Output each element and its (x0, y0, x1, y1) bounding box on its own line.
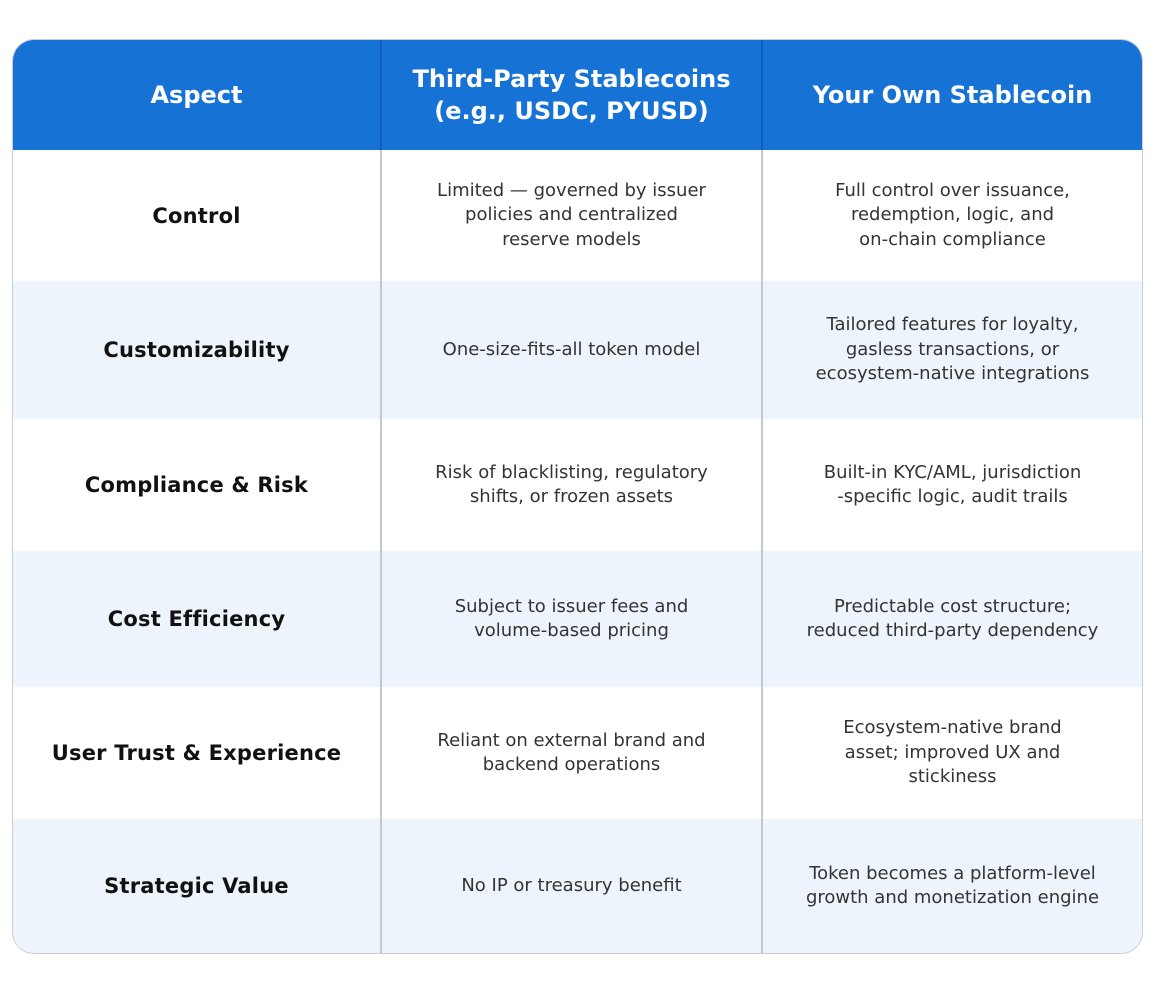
third-party-text-line: Limited — governed by issuer (437, 179, 706, 201)
row-own-stablecoin-cell (763, 419, 1142, 551)
own-stablecoin-text-line: Ecosystem-native brand (843, 717, 1062, 739)
own-stablecoin-text-line: stickiness (908, 766, 997, 788)
own-stablecoin-text-line: -specific logic, audit trails (837, 486, 1068, 507)
row-third-party-cell (382, 819, 763, 953)
own-stablecoin-text-line: Token becomes a platform-level (809, 862, 1096, 884)
own-stablecoin-text-line: Tailored features for loyalty, (826, 314, 1079, 336)
third-party-text-line: One-size-fits-all token model (442, 338, 701, 360)
row-aspect-label: Compliance & Risk (84, 473, 309, 497)
third-party-text-line: backend operations (482, 754, 661, 775)
row-aspect-cell (13, 419, 382, 551)
row-aspect-label: Strategic Value (104, 874, 289, 898)
row-aspect-cell (13, 281, 382, 419)
third-party-text-line: No IP or treasury benefit (461, 874, 682, 896)
third-party-text-line: volume-based pricing (474, 620, 669, 641)
row-own-stablecoin-cell (763, 687, 1142, 819)
row-aspect-cell (13, 819, 382, 953)
own-stablecoin-text-line: Full control over issuance, (835, 179, 1070, 201)
row-third-party-cell (382, 551, 763, 687)
third-party-text-line: Risk of blacklisting, regulatory (435, 461, 708, 483)
third-party-text-line: Subject to issuer fees and (454, 595, 689, 617)
row-aspect-label: Customizability (103, 338, 290, 362)
own-stablecoin-text-line: growth and monetization engine (805, 887, 1100, 908)
own-stablecoin-text-line: redemption, logic, and (850, 204, 1055, 226)
row-aspect-label: Control (152, 203, 241, 228)
own-stablecoin-text-line: reduced third-party dependency (806, 620, 1099, 641)
own-stablecoin-text-line: gasless transactions, or (845, 338, 1060, 360)
third-party-text-line: shifts, or frozen assets (469, 486, 674, 507)
row-third-party-cell (382, 687, 763, 819)
row-aspect-cell (13, 551, 382, 687)
own-stablecoin-text-line: asset; improved UX and (844, 741, 1061, 763)
third-party-text-line: policies and centralized (465, 204, 678, 226)
row-third-party-cell (382, 419, 763, 551)
own-stablecoin-text-line: Predictable cost structure; (833, 595, 1072, 617)
own-stablecoin-text-line: on-chain compliance (859, 228, 1046, 250)
own-stablecoin-text-line: Built-in KYC/AML, jurisdiction (823, 461, 1082, 483)
row-aspect-cell (13, 150, 382, 281)
header-third-party (382, 40, 763, 150)
row-own-stablecoin-cell (763, 819, 1142, 953)
header-third-party-line1: Third-Party Stablecoins (412, 65, 731, 93)
third-party-text-line: Reliant on external brand and (437, 729, 706, 751)
header-aspect (13, 40, 382, 150)
header-own-stablecoin (763, 40, 1142, 150)
row-aspect-label: Cost Efficiency (107, 607, 286, 631)
row-own-stablecoin-cell (763, 551, 1142, 687)
header-third-party-line2: (e.g., USDC, PYUSD) (434, 97, 709, 125)
header-aspect-label: Aspect (150, 81, 243, 109)
row-third-party-cell (382, 281, 763, 419)
row-aspect-label: User Trust & Experience (51, 741, 342, 765)
row-third-party-cell (382, 150, 763, 281)
own-stablecoin-text-line: ecosystem-native integrations (815, 363, 1090, 385)
row-aspect-cell (13, 687, 382, 819)
comparison-grid (13, 40, 1142, 953)
header-own-label: Your Own Stablecoin (812, 81, 1093, 109)
comparison-table (12, 39, 1143, 954)
third-party-text-line: reserve models (502, 228, 641, 250)
row-own-stablecoin-cell (763, 281, 1142, 419)
row-own-stablecoin-cell (763, 150, 1142, 281)
